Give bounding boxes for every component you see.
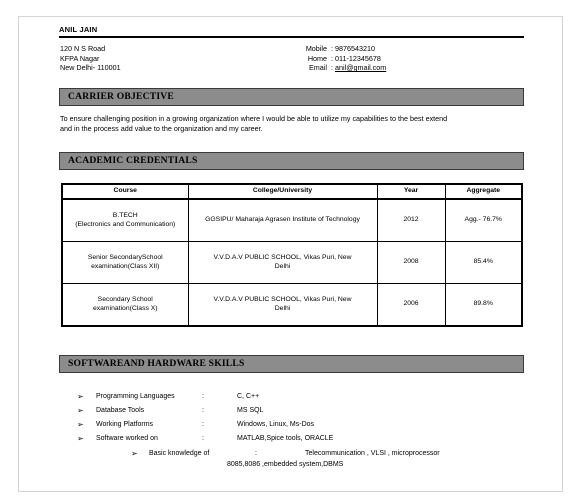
column-header-year: Year [377, 184, 445, 199]
year-cell: 2006 [377, 284, 445, 327]
contact-colons: : : : [331, 44, 333, 73]
arrow-bullet-icon: ➢ [77, 406, 84, 415]
address-line: New Delhi- 110001 [60, 63, 121, 73]
objective-text [60, 114, 447, 133]
table-row [62, 199, 522, 242]
column-header-college: College/University [188, 184, 377, 199]
address-line: KFPA Nagar [60, 53, 100, 63]
course-cell: B.TECH (Electronics and Communication) [62, 199, 188, 242]
email-link[interactable]: anil@gmail.com [335, 63, 387, 73]
year-cell: 2008 [377, 242, 445, 284]
aggregate-cell: 89.8% [445, 284, 522, 327]
name-divider [59, 36, 524, 38]
year-cell: 2012 [377, 199, 445, 242]
objective-line: To ensure challenging position in a growing organization where I would be able to utilize my capabilities to the best extend [60, 114, 448, 123]
arrow-bullet-icon: ➢ [77, 420, 84, 429]
course-cell: Secondary School examination(Class X) [62, 284, 188, 327]
candidate-name: ANIL JAIN [59, 25, 98, 34]
aggregate-cell: 85.4% [445, 242, 522, 284]
objective-heading: CARRIER OBJECTIVE [59, 88, 524, 106]
college-cell: GGSIPU/ Maharaja Agrasen Institute of Technology [188, 199, 377, 242]
objective-line: and in the process add value to the organization and my career. [60, 123, 263, 133]
credentials-table [61, 183, 523, 327]
arrow-bullet-icon: ➢ [131, 449, 138, 458]
column-header-aggregate: Aggregate [445, 184, 522, 199]
column-header-course: Course [62, 184, 188, 199]
table-header-row [62, 184, 522, 199]
contact-values [335, 44, 386, 73]
arrow-bullet-icon: ➢ [77, 434, 84, 443]
table-row [62, 242, 522, 284]
address-line: 120 N S Road [60, 44, 106, 53]
skills-heading: SOFTWAREAND HARDWARE SKILLS [59, 355, 524, 373]
aggregate-cell: Agg.- 76.7% [445, 199, 522, 242]
arrow-bullet-icon: ➢ [77, 392, 84, 401]
contact-label-home: Home [307, 53, 327, 63]
table-row [62, 284, 522, 327]
contact-label-email: Email [309, 63, 327, 73]
college-cell: V.V.D.A.V PUBLIC SCHOOL, Vikas Puri, New Delhi [188, 284, 377, 327]
college-cell: V.V.D.A.V PUBLIC SCHOOL, Vikas Puri, New Delhi [188, 242, 377, 284]
mobile-value: 9876543210 [335, 44, 375, 53]
credentials-heading: ACADEMIC CREDENTIALS [59, 152, 524, 170]
contact-labels [277, 44, 327, 73]
list-item: ➢ Basic knowledge of : Telecommunication , VLSI , microprocessor 8085,8086 ,embedded system,DBMS [131, 449, 440, 468]
home-phone-value: 011-12345678 [335, 53, 381, 63]
address-block [60, 44, 121, 73]
course-cell: Senior SecondarySchool examination(Class XII) [62, 242, 188, 284]
resume-page: ANIL JAIN 120 N S Road KFPA Nagar New Delhi- 110001 Mobile Home Email : : : 9876543210 011-12345678 anil@gmail.com CARRIER OBJECTIVE To ensure challenging position in a growing organization where I would be able to utilize my capabilities to the best extend and in the process add value to the organization and my career. ACADEMIC CREDENTIALS Course College/University Year Aggregate B.TECH (Electronics and Communication) GGSIPU/ Maharaja Agrasen Institute of Technology 2012 Agg.- 76.7% Senior SecondarySchool examination(Class XII) V.V.D.A.V PUBLIC SCHOOL, Vikas Puri, New Delhi 2008 85.4% Secondary School examination(Class X) V.V.D.A.V PUBLIC SCHOOL, Vikas Puri, New Delhi 2006 89.8% SOFTWAREAND HARDWARE SKILLS ➢ Programming Languages : C, C++ ➢ Database Tools : MS SQL ➢ Working Platforms : Windows, Linux, Ms-Dos ➢ Software worked on : MATLAB,Spice tools, ORACLE ➢ Basic knowledge of : Telecommunication , VLSI , microprocessor 8085,8086 ,embedded system,DBMS [18, 16, 563, 492]
contact-label-mobile: Mobile [305, 44, 327, 53]
